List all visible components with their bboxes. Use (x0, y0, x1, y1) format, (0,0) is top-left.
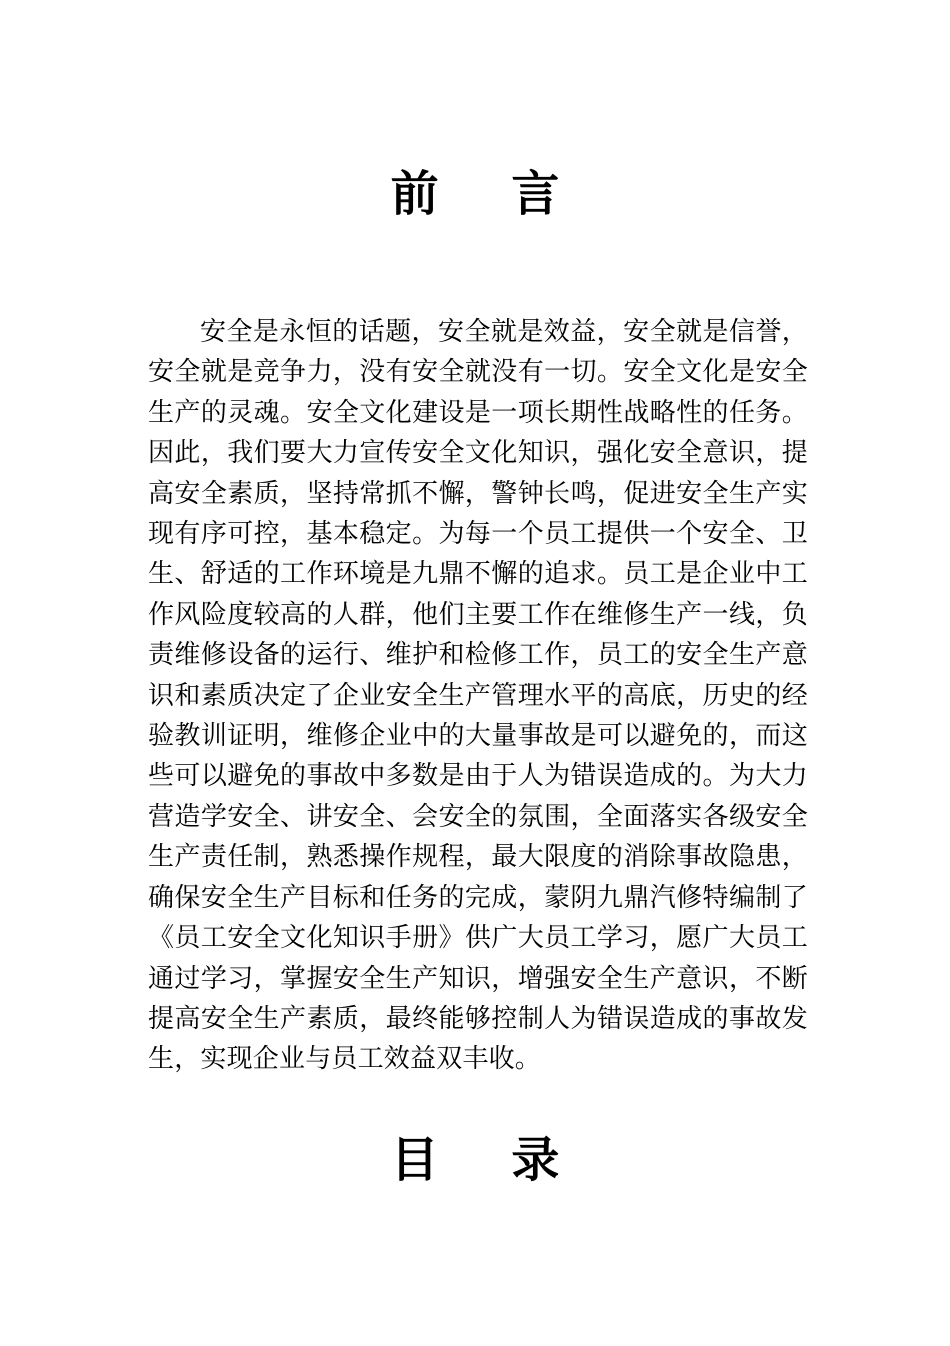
preface-paragraph: 安全是永恒的话题，安全就是效益，安全就是信誉，安全就是竞争力，没有安全就没有一切。安全文化是安全生产的灵魂。安全文化建设是一项长期性战略性的任务。因此，我们要大力宣传安全文化知识，强化安全意识，提高安全素质，坚持常抓不懈，警钟长鸣，促进安全生产实现有序可控，基本稳定。为每一个员工提供一个安全、卫生、舒适的工作环境是九鼎不懈的追求。员工是企业中工作风险度较高的人群，他们主要工作在维修生产一线，负责维修设备的运行、维护和检修工作，员工的安全生产意识和素质决定了企业安全生产管理水平的高底，历史的经验教训证明，维修企业中的大量事故是可以避免的，而这些可以避免的事故中多数是由于人为错误造成的。为大力营造学安全、讲安全、会安全的氛围，全面落实各级安全生产责任制，熟悉操作规程，最大限度的消除事故隐患，确保安全生产目标和任务的完成，蒙阴九鼎汽修特编制了《员工安全文化知识手册》供广大员工学习，愿广大员工通过学习，掌握安全生产知识，增强安全生产意识，不断提高安全生产素质，最终能够控制人为错误造成的事故发生，实现企业与员工效益双丰收。 (148, 317, 808, 1075)
preface-heading: 前 言 (390, 166, 588, 222)
toc-heading: 目 录 (390, 1132, 588, 1188)
